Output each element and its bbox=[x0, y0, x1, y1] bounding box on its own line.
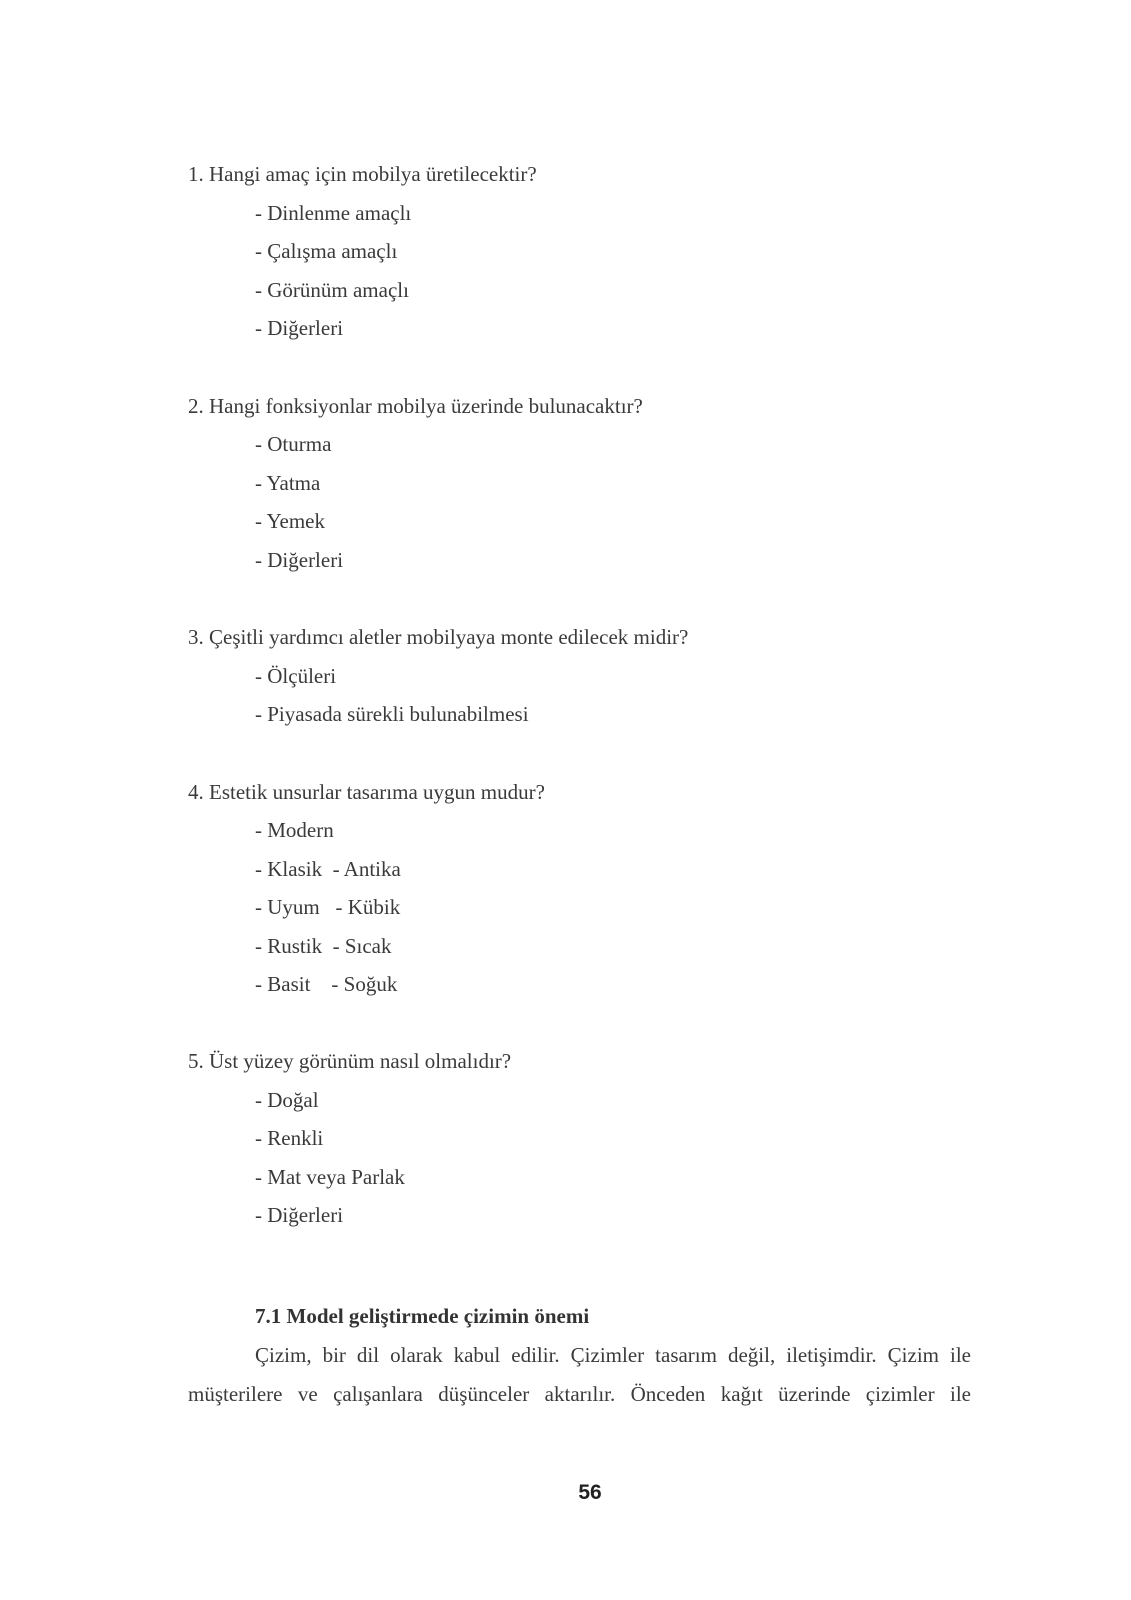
question-1-option-1: - Dinlenme amaçlı bbox=[255, 201, 412, 225]
question-2-option-4: - Diğerleri bbox=[255, 548, 344, 572]
question-5-option-2: - Renkli bbox=[255, 1126, 324, 1150]
paragraph-line-2: müşterilere ve çalışanlara düşünceler aktarılır. Önceden kağıt üzerinde çizimler ile bbox=[188, 1382, 971, 1406]
question-2-option-1: - Oturma bbox=[255, 432, 332, 456]
question-1-option-2: - Çalışma amaçlı bbox=[255, 239, 398, 263]
question-2-option-3: - Yemek bbox=[255, 509, 326, 533]
page-number: 56 bbox=[578, 1481, 602, 1504]
question-4-option-2: - Klasik - Antika bbox=[255, 857, 401, 881]
question-5-option-3: - Mat veya Parlak bbox=[255, 1165, 405, 1189]
question-4: 4. Estetik unsurlar tasarıma uygun mudur? bbox=[188, 780, 545, 804]
question-2: 2. Hangi fonksiyonlar mobilya üzerinde bulunacaktır? bbox=[188, 394, 643, 418]
question-4-option-1: - Modern bbox=[255, 818, 334, 842]
question-5-option-4: - Diğerleri bbox=[255, 1203, 344, 1227]
question-1-option-4: - Diğerleri bbox=[255, 316, 344, 340]
question-4-option-3: - Uyum - Kübik bbox=[255, 895, 401, 919]
section-heading: 7.1 Model geliştirmede çizimin önemi bbox=[255, 1304, 590, 1328]
question-5-option-1: - Doğal bbox=[255, 1088, 319, 1112]
question-3-option-2: - Piyasada sürekli bulunabilmesi bbox=[255, 702, 529, 726]
question-3-option-1: - Ölçüleri bbox=[255, 664, 337, 688]
question-2-option-2: - Yatma bbox=[255, 471, 321, 495]
question-1: 1. Hangi amaç için mobilya üretilecektir? bbox=[188, 162, 537, 186]
question-5: 5. Üst yüzey görünüm nasıl olmalıdır? bbox=[188, 1049, 512, 1073]
question-4-option-4: - Rustik - Sıcak bbox=[255, 934, 392, 958]
question-4-option-5: - Basit - Soğuk bbox=[255, 972, 398, 996]
question-1-option-3: - Görünüm amaçlı bbox=[255, 278, 409, 302]
question-3: 3. Çeşitli yardımcı aletler mobilyaya monte edilecek midir? bbox=[188, 625, 689, 649]
paragraph-line-1: Çizim, bir dil olarak kabul edilir. Çizimler tasarım değil, iletişimdir. Çizim ile bbox=[255, 1343, 971, 1367]
